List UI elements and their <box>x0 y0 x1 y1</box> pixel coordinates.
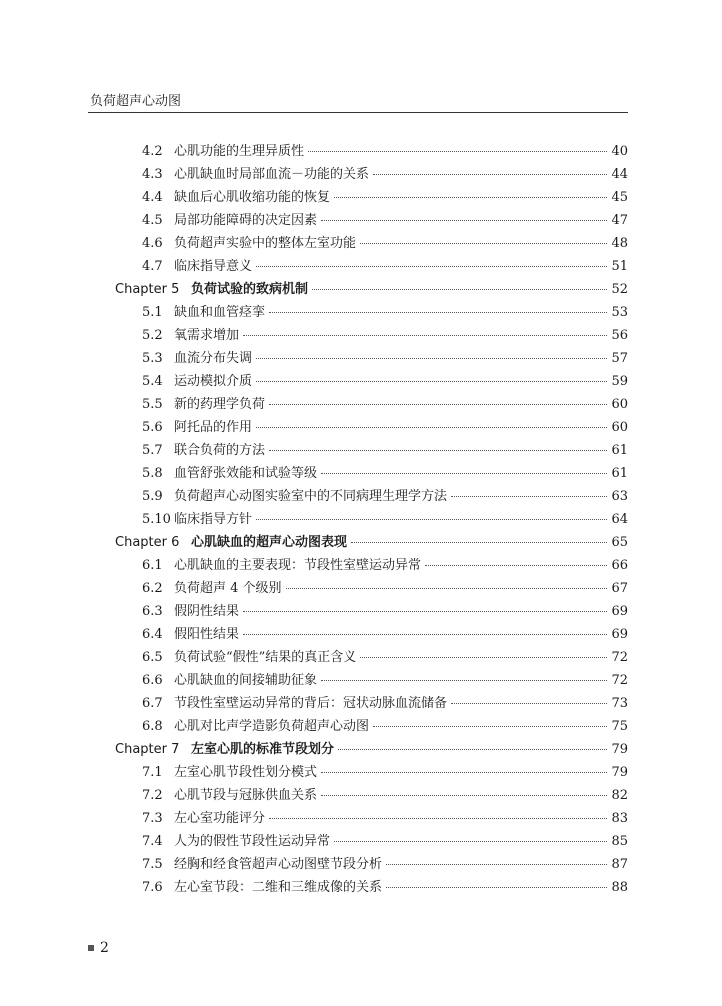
entry-page: 47 <box>611 213 628 228</box>
toc-section-entry[interactable] <box>115 324 628 347</box>
entry-page: 69 <box>611 627 628 642</box>
entry-title: 阿托品的作用 <box>174 420 253 435</box>
toc-chapter-entry[interactable] <box>115 531 628 554</box>
entry-page: 65 <box>611 535 628 550</box>
entry-title: 新的药理学负荷 <box>174 397 266 412</box>
entry-page: 52 <box>611 282 628 297</box>
toc-section-entry[interactable] <box>115 876 628 899</box>
dot-leader <box>360 242 607 244</box>
entry-title: 负荷超声心动图实验室中的不同病理生理学方法 <box>174 489 448 504</box>
entry-page: 75 <box>611 719 628 734</box>
entry-number: 6.8 <box>142 719 163 734</box>
dot-leader <box>269 403 607 405</box>
page-number <box>88 940 109 956</box>
dot-leader <box>256 380 607 382</box>
entry-title: 联合负荷的方法 <box>174 443 266 458</box>
entry-number: 5.2 <box>142 328 163 343</box>
entry-page: 82 <box>611 788 628 803</box>
dot-leader <box>256 518 607 520</box>
toc-section-entry[interactable] <box>115 830 628 853</box>
entry-title: 血流分布失调 <box>174 351 253 366</box>
entry-number: 7.2 <box>142 788 163 803</box>
dot-leader <box>256 357 607 359</box>
entry-title: 缺血后心肌收缩功能的恢复 <box>174 190 331 205</box>
entry-page: 45 <box>611 190 628 205</box>
entry-number: 5.10 <box>142 512 171 527</box>
entry-page: 40 <box>611 144 628 159</box>
toc-section-entry[interactable] <box>115 853 628 876</box>
entry-title: 假阴性结果 <box>174 604 240 619</box>
entry-number: 6.4 <box>142 627 163 642</box>
toc-section-entry[interactable] <box>115 692 628 715</box>
entry-number: 5.1 <box>142 305 163 320</box>
entry-page: 79 <box>611 742 628 757</box>
entry-number: 5.6 <box>142 420 163 435</box>
entry-page: 72 <box>611 650 628 665</box>
dot-leader <box>269 449 607 451</box>
toc-section-entry[interactable] <box>115 784 628 807</box>
toc-section-entry[interactable] <box>115 209 628 232</box>
entry-title: 缺血和血管痉挛 <box>174 305 266 320</box>
entry-title: 心肌缺血的间接辅助征象 <box>174 673 318 688</box>
entry-number: 4.6 <box>142 236 163 251</box>
dot-leader <box>269 311 607 313</box>
toc-section-entry[interactable] <box>115 554 628 577</box>
entry-page: 56 <box>611 328 628 343</box>
dot-leader <box>338 748 607 750</box>
entry-page: 87 <box>611 857 628 872</box>
entry-number: 5.8 <box>142 466 163 481</box>
entry-title: 心肌功能的生理异质性 <box>174 144 305 159</box>
dot-leader <box>321 472 607 474</box>
entry-title: 负荷试验“假性”结果的真正含义 <box>174 650 357 665</box>
entry-page: 66 <box>611 558 628 573</box>
dot-leader <box>334 840 607 842</box>
entry-page: 69 <box>611 604 628 619</box>
entry-page: 79 <box>611 765 628 780</box>
dot-leader <box>243 633 607 635</box>
dot-leader <box>451 495 607 497</box>
toc-section-entry[interactable] <box>115 232 628 255</box>
dot-leader <box>256 265 607 267</box>
dot-leader <box>321 219 607 221</box>
entry-title: 心肌对比声学造影负荷超声心动图 <box>174 719 370 734</box>
entry-title: 心肌缺血时局部血流－功能的关系 <box>174 167 370 182</box>
toc-section-entry[interactable] <box>115 715 628 738</box>
dot-leader <box>256 426 607 428</box>
entry-number: 6.7 <box>142 696 163 711</box>
toc-section-entry[interactable] <box>115 347 628 370</box>
entry-number: 5.5 <box>142 397 163 412</box>
page-number-value: 2 <box>100 940 109 956</box>
entry-number: 6.1 <box>142 558 163 573</box>
dot-leader <box>312 288 607 290</box>
toc-section-entry[interactable] <box>115 186 628 209</box>
toc-section-entry[interactable] <box>115 485 628 508</box>
entry-title: 血管舒张效能和试验等级 <box>174 466 318 481</box>
entry-number: 7.1 <box>142 765 163 780</box>
folio-square-icon <box>88 945 94 951</box>
dot-leader <box>360 656 607 658</box>
dot-leader <box>373 725 607 727</box>
entry-page: 88 <box>611 880 628 895</box>
entry-page: 72 <box>611 673 628 688</box>
entry-title: 经胸和经食管超声心动图壁节段分析 <box>174 857 383 872</box>
entry-page: 85 <box>611 834 628 849</box>
entry-title: 运动模拟介质 <box>174 374 253 389</box>
entry-title: 左心室节段：二维和三维成像的关系 <box>174 880 383 895</box>
entry-title: 左室心肌的标准节段划分 <box>191 742 335 757</box>
entry-number: 7.3 <box>142 811 163 826</box>
entry-title: 氧需求增加 <box>174 328 240 343</box>
entry-page: 44 <box>611 167 628 182</box>
entry-page: 63 <box>611 489 628 504</box>
entry-page: 51 <box>611 259 628 274</box>
entry-page: 60 <box>611 397 628 412</box>
entry-number: 6.3 <box>142 604 163 619</box>
toc-section-entry[interactable] <box>115 462 628 485</box>
entry-page: 83 <box>611 811 628 826</box>
entry-number: 4.4 <box>142 190 163 205</box>
toc-section-entry[interactable] <box>115 416 628 439</box>
entry-title: 节段性室壁运动异常的背后：冠状动脉血流储备 <box>174 696 448 711</box>
entry-number: 4.3 <box>142 167 163 182</box>
dot-leader <box>321 679 607 681</box>
entry-number: 4.5 <box>142 213 163 228</box>
entry-page: 73 <box>611 696 628 711</box>
entry-title: 局部功能障碍的决定因素 <box>174 213 318 228</box>
dot-leader <box>334 196 607 198</box>
toc-section-entry[interactable] <box>115 393 628 416</box>
table-of-contents <box>115 140 628 899</box>
entry-number: 4.7 <box>142 259 163 274</box>
entry-page: 64 <box>611 512 628 527</box>
dot-leader <box>451 702 607 704</box>
entry-page: 61 <box>611 466 628 481</box>
dot-leader <box>321 794 607 796</box>
toc-section-entry[interactable] <box>115 646 628 669</box>
entry-number: 4.2 <box>142 144 163 159</box>
dot-leader <box>321 771 607 773</box>
toc-section-entry[interactable] <box>115 140 628 163</box>
entry-page: 61 <box>611 443 628 458</box>
entry-page: 53 <box>611 305 628 320</box>
dot-leader <box>425 564 607 566</box>
entry-title: 心肌缺血的超声心动图表现 <box>191 535 348 550</box>
entry-number: 6.2 <box>142 581 163 596</box>
entry-number: 6.6 <box>142 673 163 688</box>
dot-leader <box>308 150 607 152</box>
toc-section-entry[interactable] <box>115 623 628 646</box>
entry-page: 57 <box>611 351 628 366</box>
dot-leader <box>243 610 607 612</box>
dot-leader <box>386 863 607 865</box>
toc-section-entry[interactable] <box>115 600 628 623</box>
entry-title: 负荷超声实验中的整体左室功能 <box>174 236 357 251</box>
dot-leader <box>351 541 607 543</box>
toc-section-entry[interactable] <box>115 577 628 600</box>
entry-number: 5.3 <box>142 351 163 366</box>
running-head: 负荷超声心动图 <box>90 94 182 109</box>
entry-number: Chapter 7 <box>115 742 180 757</box>
toc-section-entry[interactable] <box>115 807 628 830</box>
entry-number: Chapter 5 <box>115 282 180 297</box>
entry-number: 5.4 <box>142 374 163 389</box>
toc-section-entry[interactable] <box>115 669 628 692</box>
dot-leader <box>286 587 608 589</box>
entry-title: 人为的假性节段性运动异常 <box>174 834 331 849</box>
entry-number: 7.5 <box>142 857 163 872</box>
entry-title: 心肌节段与冠脉供血关系 <box>174 788 318 803</box>
dot-leader <box>243 334 607 336</box>
entry-number: 7.6 <box>142 880 163 895</box>
entry-number: 5.9 <box>142 489 163 504</box>
entry-title: 左心室功能评分 <box>174 811 266 826</box>
entry-title: 负荷试验的致病机制 <box>191 282 309 297</box>
entry-page: 60 <box>611 420 628 435</box>
dot-leader <box>269 817 607 819</box>
entry-title: 假阳性结果 <box>174 627 240 642</box>
entry-number: 7.4 <box>142 834 163 849</box>
toc-section-entry[interactable] <box>115 508 628 531</box>
entry-title: 心肌缺血的主要表现：节段性室壁运动异常 <box>174 558 422 573</box>
toc-section-entry[interactable] <box>115 370 628 393</box>
entry-number: 5.7 <box>142 443 163 458</box>
entry-title: 临床指导意义 <box>174 259 253 274</box>
toc-chapter-entry[interactable] <box>115 738 628 761</box>
entry-page: 67 <box>611 581 628 596</box>
toc-section-entry[interactable] <box>115 301 628 324</box>
dot-leader <box>373 173 607 175</box>
toc-section-entry[interactable] <box>115 439 628 462</box>
toc-section-entry[interactable] <box>115 761 628 784</box>
entry-number: 6.5 <box>142 650 163 665</box>
entry-number: Chapter 6 <box>115 535 180 550</box>
entry-title: 负荷超声 4 个级别 <box>174 581 282 596</box>
entry-title: 左室心肌节段性划分模式 <box>174 765 318 780</box>
toc-section-entry[interactable] <box>115 163 628 186</box>
header-rule <box>88 112 628 113</box>
toc-section-entry[interactable] <box>115 255 628 278</box>
entry-page: 59 <box>611 374 628 389</box>
entry-title: 临床指导方针 <box>174 512 253 527</box>
toc-chapter-entry[interactable] <box>115 278 628 301</box>
entry-page: 48 <box>611 236 628 251</box>
dot-leader <box>386 886 607 888</box>
